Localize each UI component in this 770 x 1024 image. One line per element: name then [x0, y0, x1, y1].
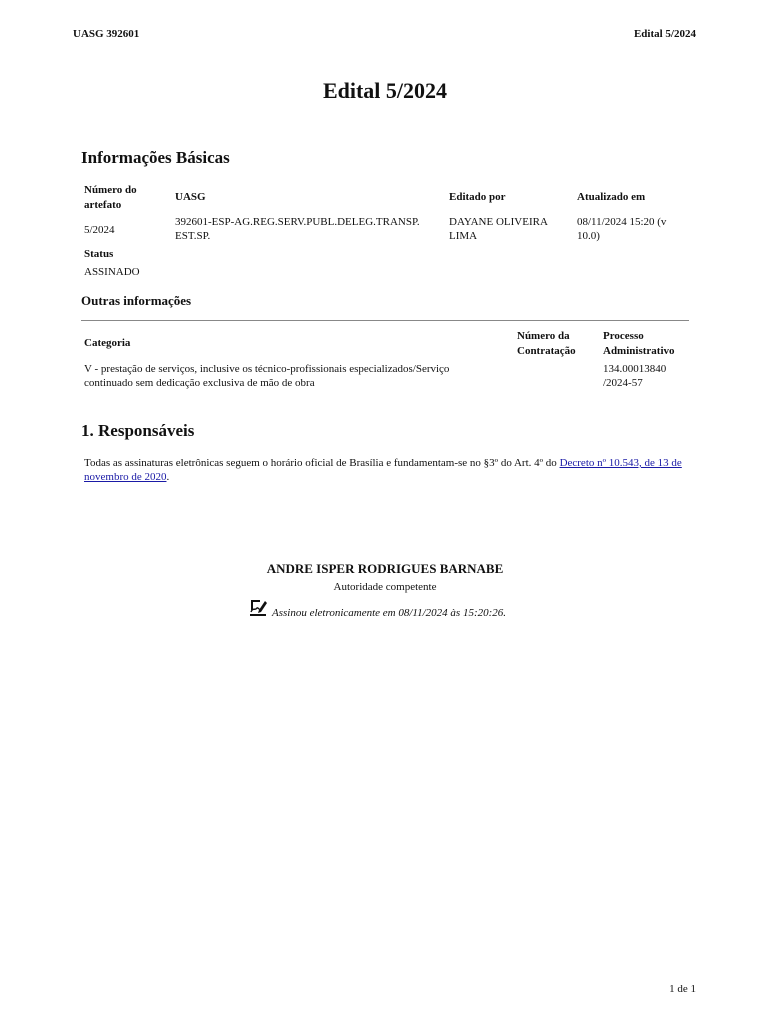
- col-editado-por: Editado por: [449, 191, 506, 203]
- status-value: ASSINADO: [84, 266, 140, 278]
- col-categoria: Categoria: [84, 337, 131, 349]
- value-editado-por: DAYANE OLIVEIRA LIMA: [449, 216, 548, 242]
- responsaveis-heading: 1. Responsáveis: [81, 421, 195, 440]
- status-label: Status: [84, 248, 114, 260]
- header-left: UASG 392601: [73, 28, 140, 40]
- value-categoria: V - prestação de serviços, inclusive os técnico-profissionais especializados/Serviço continuado sem dedicação exclusiva de mão de obra: [84, 363, 450, 389]
- signed-timestamp: Assinou eletronicamente em 08/11/2024 às 15:20:26.: [272, 607, 507, 619]
- col-uasg: UASG: [175, 191, 206, 203]
- page-title: Edital 5/2024: [322, 78, 448, 103]
- other-info-heading: Outras informações: [81, 293, 192, 308]
- col-atualizado-em: Atualizado em: [577, 191, 646, 203]
- basic-info-heading: Informações Básicas: [81, 148, 230, 167]
- col-processo-administrativo: Processo Administrativo: [603, 330, 675, 357]
- page-number: 1 de 1: [669, 983, 696, 995]
- header-right: Edital 5/2024: [633, 28, 696, 40]
- responsaveis-body: Todas as assinaturas eletrônicas seguem o horário oficial de Brasília e fundamentam-se no §3º do Art. 4º do: [84, 457, 560, 469]
- value-atualizado-em: 08/11/2024 15:20 (v 10.0): [577, 216, 667, 242]
- col-numero-contratacao: Número da Contratação: [517, 330, 576, 357]
- value-numero-artefato: 5/2024: [84, 224, 115, 236]
- signer-name: ANDRE ISPER RODRIGUES BARNABE: [266, 561, 504, 576]
- value-processo-administrativo: 134.00013840 /2024-57: [603, 363, 667, 389]
- responsaveis-text: [84, 456, 684, 484]
- signature-pen-icon: [248, 598, 272, 620]
- decreto-link[interactable]: Decreto nº 10.543, de 13 de novembro de 2020: [84, 457, 682, 483]
- col-numero-artefato: Número do artefato: [84, 184, 137, 211]
- value-uasg: 392601-ESP-AG.REG.SERV.PUBL.DELEG.TRANSP. EST.SP.: [175, 216, 420, 242]
- signer-role: Autoridade competente: [333, 581, 437, 593]
- section-divider: [81, 320, 689, 321]
- responsaveis-period: .: [166, 471, 170, 483]
